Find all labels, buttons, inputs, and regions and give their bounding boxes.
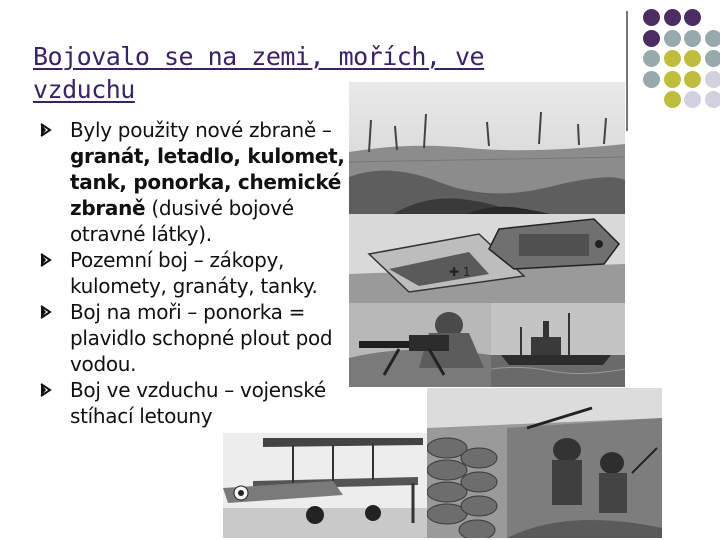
decorative-dot — [684, 50, 701, 67]
slide-title: Bojovalo se na zemi, mořích, ve vzduchu — [33, 42, 485, 104]
bullet-list — [36, 117, 356, 429]
bullet-text: Boj na moři – ponorka = plavidlo schopné plout pod vodou. — [70, 300, 333, 376]
decorative-dot — [664, 50, 681, 67]
decorative-dot — [705, 91, 720, 108]
bullet-ground-combat — [36, 247, 356, 299]
arrow-bullet-icon — [36, 300, 56, 324]
bullet-text: Boj ve vzduchu – vojenské stíhací letouny — [70, 378, 326, 428]
arrow-bullet-icon — [36, 378, 56, 402]
bullet-new-weapons — [36, 117, 356, 247]
decorative-dot — [643, 30, 660, 47]
decorative-dot — [705, 50, 720, 67]
decorative-dot — [643, 50, 660, 67]
svg-text:✚ 1: ✚ 1 — [449, 265, 471, 279]
warship-photo — [491, 303, 625, 387]
plane-wreck-tank-photo — [349, 214, 625, 304]
arrow-bullet-icon — [36, 248, 56, 272]
decorative-dot — [684, 71, 701, 88]
vertical-divider — [626, 11, 628, 131]
trench-soldiers-photo — [427, 388, 662, 538]
decorative-dot — [684, 30, 701, 47]
arrow-bullet-icon — [36, 118, 56, 142]
decorative-dot — [664, 71, 681, 88]
battlefield-photo — [349, 82, 625, 224]
decorative-dot — [664, 30, 681, 47]
bullet-text: Byly použity nové zbraně – — [70, 118, 332, 142]
decorative-dot — [664, 9, 681, 26]
decorative-dot — [664, 91, 681, 108]
bullet-text: Pozemní boj – zákopy, kulomety, granáty, tanky. — [70, 248, 318, 298]
bullet-air-combat — [36, 377, 356, 429]
decorative-dot — [684, 91, 701, 108]
decorative-dot — [643, 71, 660, 88]
decorative-dot — [705, 71, 720, 88]
bullet-bold-text: granát, letadlo, kulomet, tank, ponorka, chemické zbraně — [70, 144, 345, 220]
decorative-dot — [684, 9, 701, 26]
bullet-sea-combat — [36, 299, 356, 377]
decorative-dot — [705, 30, 720, 47]
bullet-text: (dusivé bojové otravné látky). — [70, 196, 294, 246]
biplane-photo — [223, 433, 428, 538]
decorative-dot — [643, 9, 660, 26]
machine-gun-photo — [349, 303, 491, 387]
